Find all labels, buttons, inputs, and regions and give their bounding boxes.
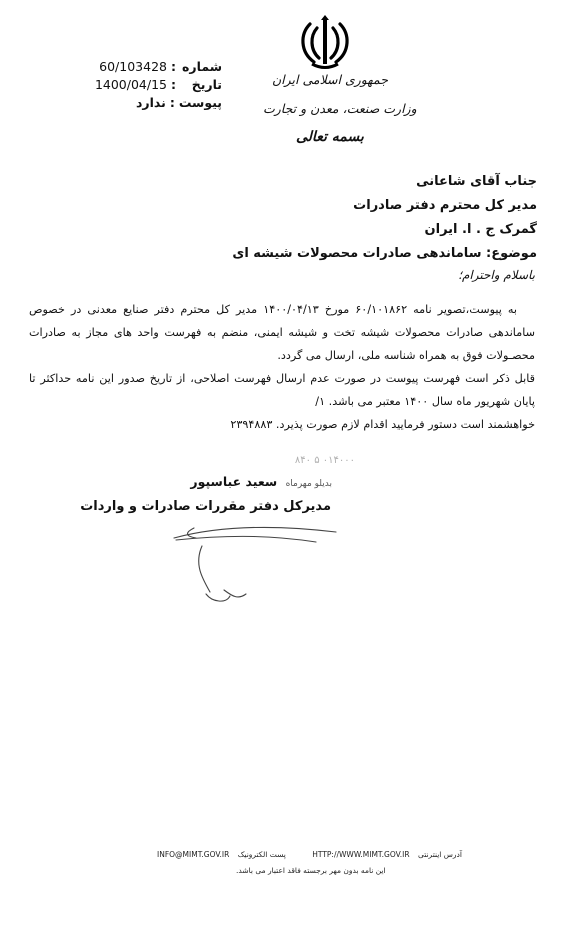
header-republic: جمهوری اسلامی ایران <box>272 72 388 87</box>
handwritten-signature <box>166 520 386 616</box>
addressee-organization: گمرک ج . ا. ایران <box>424 222 537 237</box>
addressee-position: مدیر کل محترم دفتر صادرات <box>353 198 537 213</box>
letter-number-row <box>52 58 222 76</box>
separator: : <box>171 77 176 92</box>
letter-attachment-value: ندارد <box>136 95 166 110</box>
addressee-block <box>232 170 537 266</box>
footer-contact <box>157 850 497 859</box>
header-bismillah: بسمه تعالی <box>296 129 364 145</box>
letter-body <box>29 298 535 436</box>
signer-title: مدیرکل دفتر مقررات صادرات و واردات <box>80 499 331 514</box>
faint-stamp-text: ۰۱۴۰۰۰ ۵ ۸۴۰ <box>294 455 355 466</box>
letter-date-value: 1400/04/15 <box>94 77 167 92</box>
addressee-name: جناب آقای شاعانی <box>416 174 537 189</box>
body-paragraph: قابل ذکر است فهرست پیوست در صورت عدم ارسال فهرست اصلاحی، از تاریخ صدور این نامه حداکثر تا پایان شهریور ماه سال ۱۴۰۰ معتبر می باشد. ۱/ <box>29 372 535 408</box>
letter-number-label: شماره <box>182 59 222 74</box>
letter-attachment-row <box>52 94 222 112</box>
footer-note: این نامه بدون مهر برجسته فاقد اعتبار می باشد. <box>236 866 386 875</box>
body-paragraph: خواهشمند است دستور فرمایید اقدام لازم صورت پذیرد. ۲۳۹۴۸۸۳ <box>230 418 535 431</box>
letter-attachment-label: پیوست <box>178 95 222 110</box>
footer-website[interactable]: HTTP://WWW.MIMT.GOV.IR <box>312 850 410 859</box>
signer-name-line <box>190 474 332 489</box>
letter-number-value: 60/103428 <box>99 59 167 74</box>
body-paragraph: به پیوست،تصویر نامه ۶۰/۱۰۱۸۶۲ مورخ ۱۴۰۰/۰۴/۱۳ مدیر کل محترم دفتر صنایع معدنی در خصوص ساماندهی صادرات محصولات شیشه تخت و شیشه ایمنی، منضم به فهرست واحد های مجاز به صادرات محصـولات فوق به همراه شناسه ملی، ارسال می گردد. <box>29 303 535 362</box>
header-ministry: وزارت صنعت، معدن و تجارت <box>263 101 417 116</box>
signer-name: سعید عباسپور <box>190 474 278 489</box>
letter-date-label: تاریخ <box>191 77 222 92</box>
letter-subject: موضوع: ساماندهی صادرات محصولات شیشه ای <box>232 246 537 261</box>
letter-date-row <box>52 76 222 94</box>
separator: : <box>169 95 175 110</box>
footer-address-label: آدرس اینترنتی <box>417 850 462 859</box>
letter-meta <box>52 58 222 112</box>
greeting: باسلام واحترام؛ <box>458 268 535 282</box>
separator: : <box>171 59 176 74</box>
emblem-icon <box>296 14 354 72</box>
footer-email[interactable]: INFO@MIMT.GOV.IR <box>157 850 230 859</box>
footer-email-label: پست الکترونیک <box>237 850 286 859</box>
signer-prefix: بدیلو مهرماه <box>285 479 332 489</box>
